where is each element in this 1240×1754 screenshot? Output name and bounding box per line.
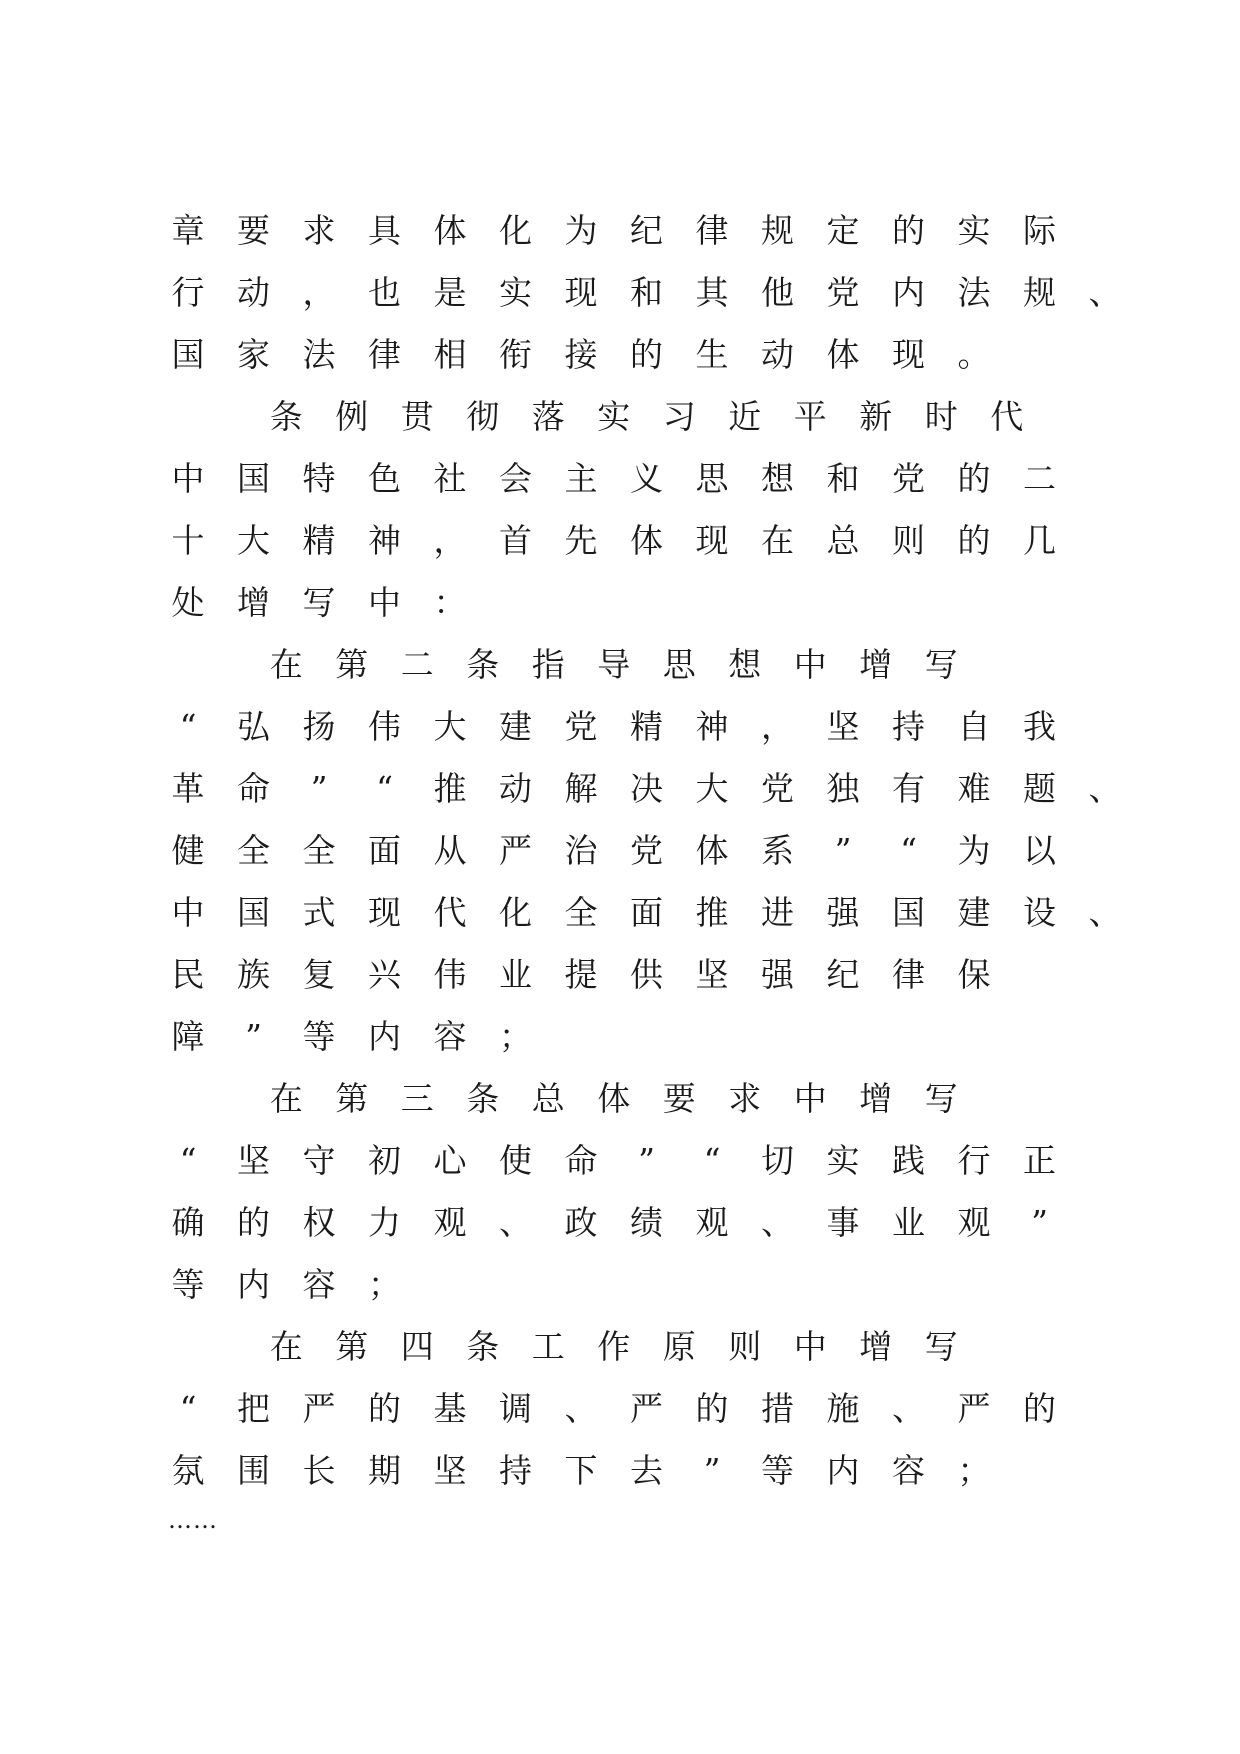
glyph: 和 (826, 459, 860, 498)
glyph: 中 (793, 1327, 827, 1366)
glyph: 国 (237, 893, 270, 932)
text-line (0, 1254, 1240, 1316)
text-line (0, 572, 1240, 634)
glyph: 容 (892, 1451, 925, 1490)
glyph: 践 (892, 1141, 925, 1180)
glyph: 严 (957, 1389, 991, 1428)
glyph: “ (900, 831, 917, 870)
glyph: 扬 (302, 707, 336, 746)
glyph: 动 (237, 273, 270, 312)
glyph: ： (433, 583, 467, 622)
glyph: 四 (400, 1327, 434, 1366)
glyph: 想 (728, 645, 762, 684)
glyph: 是 (433, 273, 467, 312)
glyph: 国 (892, 893, 925, 932)
glyph: 氛 (171, 1451, 205, 1490)
glyph: 绩 (630, 1203, 663, 1242)
glyph: 为 (564, 211, 598, 250)
glyph: 有 (892, 769, 925, 808)
glyph: 心 (433, 1141, 467, 1180)
text-line (0, 696, 1240, 758)
glyph: 大 (695, 769, 729, 808)
glyph: 严 (630, 1389, 663, 1428)
text-line (0, 262, 1240, 324)
glyph: 要 (662, 1079, 696, 1118)
glyph: ” (638, 1141, 655, 1180)
glyph: 纪 (630, 211, 663, 250)
glyph: 式 (302, 893, 336, 932)
glyph: 坚 (237, 1141, 270, 1180)
glyph: 力 (368, 1203, 401, 1242)
glyph: 家 (237, 335, 270, 374)
glyph: 条 (466, 1079, 500, 1118)
glyph: 律 (892, 955, 925, 994)
glyph: 时 (924, 397, 958, 436)
glyph: 和 (630, 273, 663, 312)
text-line (0, 882, 1240, 944)
glyph: 正 (1023, 1141, 1056, 1180)
glyph: 、 (1088, 769, 1122, 808)
glyph: 思 (662, 645, 696, 684)
glyph: 在 (269, 645, 303, 684)
glyph: 纪 (826, 955, 860, 994)
glyph: 近 (728, 397, 762, 436)
paragraph-first-line (0, 1316, 1240, 1378)
text-line (0, 1440, 1240, 1502)
ellipsis: …… (168, 1506, 218, 1534)
glyph: 革 (171, 769, 205, 808)
glyph: 全 (237, 831, 270, 870)
glyph: 作 (597, 1327, 631, 1366)
glyph: 的 (368, 1389, 401, 1428)
glyph: 二 (1023, 459, 1056, 498)
glyph: 习 (662, 397, 696, 436)
glyph: 我 (1023, 707, 1056, 746)
glyph: 律 (368, 335, 401, 374)
glyph: 内 (237, 1265, 270, 1304)
glyph: 际 (1023, 211, 1056, 250)
glyph: 条 (466, 645, 500, 684)
glyph: 二 (400, 645, 434, 684)
glyph: ； (368, 1265, 401, 1304)
text-line (0, 944, 1240, 1006)
glyph: 全 (302, 831, 336, 870)
glyph: 行 (957, 1141, 991, 1180)
glyph: 调 (499, 1389, 532, 1428)
glyph: 条 (269, 397, 303, 436)
glyph: 观 (433, 1203, 467, 1242)
glyph: 具 (368, 211, 401, 250)
glyph: 伟 (368, 707, 401, 746)
glyph: 容 (433, 1017, 467, 1056)
glyph: 第 (335, 1327, 369, 1366)
glyph: 内 (826, 1451, 860, 1490)
glyph: 业 (892, 1203, 925, 1242)
glyph: 等 (302, 1017, 336, 1056)
glyph: 条 (466, 1327, 500, 1366)
glyph: 第 (335, 1079, 369, 1118)
glyph: 观 (695, 1203, 729, 1242)
glyph: 、 (761, 1203, 794, 1242)
glyph: 去 (630, 1451, 663, 1490)
glyph: 增 (859, 1079, 893, 1118)
glyph: 社 (433, 459, 467, 498)
glyph: 接 (564, 335, 598, 374)
glyph: 、 (564, 1389, 598, 1428)
glyph: 全 (564, 893, 598, 932)
glyph: 设 (1023, 893, 1056, 932)
glyph: 写 (924, 1079, 958, 1118)
glyph: 在 (761, 521, 794, 560)
glyph: 障 (171, 1017, 205, 1056)
glyph: 业 (499, 955, 532, 994)
glyph: 体 (826, 335, 860, 374)
glyph: 持 (892, 707, 925, 746)
glyph: 措 (761, 1389, 794, 1428)
glyph: 体 (695, 831, 729, 870)
glyph: 等 (761, 1451, 794, 1490)
glyph: 以 (1023, 831, 1056, 870)
glyph: 主 (564, 459, 598, 498)
glyph: 复 (302, 955, 336, 994)
glyph: 求 (728, 1079, 762, 1118)
glyph: ； (499, 1017, 532, 1056)
glyph: 内 (368, 1017, 401, 1056)
glyph: 。 (957, 335, 991, 374)
glyph: 党 (826, 273, 860, 312)
glyph: 党 (630, 831, 663, 870)
text-line (0, 448, 1240, 510)
glyph: 强 (761, 955, 794, 994)
glyph: 坚 (695, 955, 729, 994)
glyph: ； (957, 1451, 991, 1490)
glyph: 的 (630, 335, 663, 374)
glyph: 从 (433, 831, 467, 870)
glyph: 健 (171, 831, 205, 870)
glyph: 在 (269, 1079, 303, 1118)
glyph: 动 (499, 769, 532, 808)
glyph: 行 (171, 273, 205, 312)
glyph: “ (179, 1389, 197, 1428)
glyph: 坚 (826, 707, 860, 746)
glyph: 严 (302, 1389, 336, 1428)
glyph: 规 (761, 211, 794, 250)
glyph: 提 (564, 955, 598, 994)
glyph: 持 (499, 1451, 532, 1490)
glyph: 增 (859, 645, 893, 684)
glyph: 现 (564, 273, 598, 312)
glyph: 其 (695, 273, 729, 312)
glyph: 写 (302, 583, 336, 622)
glyph: 推 (433, 769, 467, 808)
glyph: 大 (433, 707, 467, 746)
glyph: 彻 (466, 397, 500, 436)
glyph: 确 (171, 1203, 205, 1242)
glyph: 严 (499, 831, 532, 870)
glyph: “ (376, 769, 393, 808)
glyph: 国 (237, 459, 270, 498)
glyph: 求 (302, 211, 336, 250)
text-line (0, 200, 1240, 262)
text-line (0, 324, 1240, 386)
glyph: 义 (630, 459, 663, 498)
glyph: 的 (892, 211, 925, 250)
glyph: 坚 (433, 1451, 467, 1490)
glyph: 化 (499, 893, 532, 932)
glyph: 题 (1023, 769, 1056, 808)
glyph: 长 (302, 1451, 336, 1490)
glyph: 期 (368, 1451, 401, 1490)
glyph: 现 (368, 893, 401, 932)
glyph: 指 (531, 645, 565, 684)
glyph: 的 (695, 1389, 729, 1428)
glyph: 容 (302, 1265, 336, 1304)
text-line (0, 510, 1240, 572)
glyph: 相 (433, 335, 467, 374)
glyph: 则 (892, 521, 925, 560)
glyph: 系 (761, 831, 794, 870)
glyph: 实 (597, 397, 631, 436)
glyph: ” (834, 831, 852, 870)
glyph: 中 (171, 459, 205, 498)
glyph: 命 (237, 769, 270, 808)
glyph: 民 (171, 955, 205, 994)
glyph: 伟 (433, 955, 467, 994)
glyph: 动 (761, 335, 794, 374)
glyph: 、 (1088, 273, 1122, 312)
glyph: 弘 (237, 707, 270, 746)
glyph: 写 (924, 1327, 958, 1366)
text-line (0, 1006, 1240, 1068)
glyph: 党 (761, 769, 794, 808)
glyph: 新 (859, 397, 893, 436)
glyph: 观 (957, 1203, 991, 1242)
glyph: 基 (433, 1389, 467, 1428)
glyph: 平 (793, 397, 827, 436)
glyph: 代 (990, 397, 1024, 436)
glyph: 国 (171, 335, 205, 374)
glyph: 处 (171, 583, 205, 622)
glyph: 内 (892, 273, 925, 312)
glyph: 几 (1023, 521, 1056, 560)
glyph: 进 (761, 893, 794, 932)
glyph: 十 (171, 521, 205, 560)
glyph: 切 (761, 1141, 794, 1180)
glyph: 神 (695, 707, 729, 746)
glyph: 推 (695, 893, 729, 932)
glyph: 解 (564, 769, 598, 808)
text-line (0, 1130, 1240, 1192)
glyph: 体 (630, 521, 663, 560)
glyph: 建 (957, 893, 991, 932)
glyph: 想 (761, 459, 794, 498)
glyph: 围 (237, 1451, 270, 1490)
glyph: “ (703, 1141, 721, 1180)
glyph: 神 (368, 521, 401, 560)
glyph: ” (310, 769, 328, 808)
glyph: 他 (761, 273, 794, 312)
glyph: 精 (630, 707, 663, 746)
glyph: 增 (237, 583, 270, 622)
glyph: ， (433, 521, 467, 560)
glyph: 党 (892, 459, 925, 498)
glyph: 建 (499, 707, 532, 746)
glyph: 中 (793, 1079, 827, 1118)
glyph: 代 (433, 893, 467, 932)
glyph: 增 (859, 1327, 893, 1366)
text-line (0, 820, 1240, 882)
glyph: 强 (826, 893, 860, 932)
glyph: 党 (564, 707, 598, 746)
paragraph-first-line (0, 386, 1240, 448)
glyph: 供 (630, 955, 663, 994)
glyph: 要 (237, 211, 270, 250)
glyph: 施 (826, 1389, 860, 1428)
glyph: 治 (564, 831, 598, 870)
glyph: 法 (957, 273, 991, 312)
glyph: 中 (171, 893, 205, 932)
glyph: 实 (957, 211, 991, 250)
glyph: 、 (892, 1389, 925, 1428)
glyph: 衔 (499, 335, 532, 374)
glyph: 总 (826, 521, 860, 560)
glyph: 守 (302, 1141, 336, 1180)
text-line (0, 758, 1240, 820)
glyph: 先 (564, 521, 598, 560)
glyph: 事 (826, 1203, 860, 1242)
glyph: 写 (924, 645, 958, 684)
glyph: 现 (892, 335, 925, 374)
text-line (0, 1192, 1240, 1254)
glyph: 自 (957, 707, 991, 746)
glyph: 生 (695, 335, 729, 374)
text-line (0, 1378, 1240, 1440)
glyph: “ (179, 1141, 197, 1180)
paragraph-first-line (0, 634, 1240, 696)
glyph: 律 (695, 211, 729, 250)
glyph: 难 (957, 769, 991, 808)
glyph: ， (302, 273, 336, 312)
glyph: 中 (793, 645, 827, 684)
glyph: 导 (597, 645, 631, 684)
glyph: 下 (564, 1451, 598, 1490)
glyph: 在 (269, 1327, 303, 1366)
glyph: 为 (957, 831, 991, 870)
glyph: 特 (302, 459, 336, 498)
glyph: 体 (433, 211, 467, 250)
glyph: 例 (335, 397, 369, 436)
glyph: 政 (564, 1203, 598, 1242)
glyph: 把 (237, 1389, 270, 1428)
glyph: 中 (368, 583, 401, 622)
glyph: ” (245, 1017, 262, 1056)
glyph: 、 (499, 1203, 532, 1242)
glyph: 章 (171, 211, 205, 250)
glyph: 则 (728, 1327, 762, 1366)
glyph: 的 (957, 459, 991, 498)
glyph: 规 (1023, 273, 1056, 312)
glyph: 定 (826, 211, 860, 250)
glyph: “ (179, 707, 197, 746)
glyph: 初 (368, 1141, 401, 1180)
glyph: 面 (630, 893, 663, 932)
glyph: 总 (531, 1079, 565, 1118)
glyph: 大 (237, 521, 270, 560)
glyph: 命 (564, 1141, 598, 1180)
glyph: 的 (1023, 1389, 1056, 1428)
glyph: 也 (368, 273, 401, 312)
glyph: 独 (826, 769, 860, 808)
glyph: 面 (368, 831, 401, 870)
glyph: 原 (662, 1327, 696, 1366)
glyph: 体 (597, 1079, 631, 1118)
glyph: 三 (400, 1079, 434, 1118)
glyph: 族 (237, 955, 270, 994)
glyph: ， (761, 707, 794, 746)
glyph: 的 (237, 1203, 270, 1242)
glyph: 的 (957, 521, 991, 560)
glyph: ” (1031, 1203, 1048, 1242)
glyph: 法 (302, 335, 336, 374)
glyph: 实 (499, 273, 532, 312)
glyph: 首 (499, 521, 532, 560)
glyph: 会 (499, 459, 532, 498)
glyph: 现 (695, 521, 729, 560)
glyph: 贯 (400, 397, 434, 436)
glyph: 等 (171, 1265, 205, 1304)
glyph: 色 (368, 459, 401, 498)
glyph: 落 (531, 397, 565, 436)
glyph: 、 (1088, 893, 1122, 932)
glyph: 实 (826, 1141, 860, 1180)
glyph: 精 (302, 521, 336, 560)
paragraph-first-line (0, 1068, 1240, 1130)
glyph: 兴 (368, 955, 401, 994)
glyph: 第 (335, 645, 369, 684)
glyph: ” (703, 1451, 721, 1490)
glyph: 使 (499, 1141, 532, 1180)
glyph: 化 (499, 211, 532, 250)
glyph: 工 (531, 1327, 565, 1366)
glyph: 权 (302, 1203, 336, 1242)
glyph: 思 (695, 459, 729, 498)
glyph: 决 (630, 769, 663, 808)
glyph: 保 (957, 955, 991, 994)
